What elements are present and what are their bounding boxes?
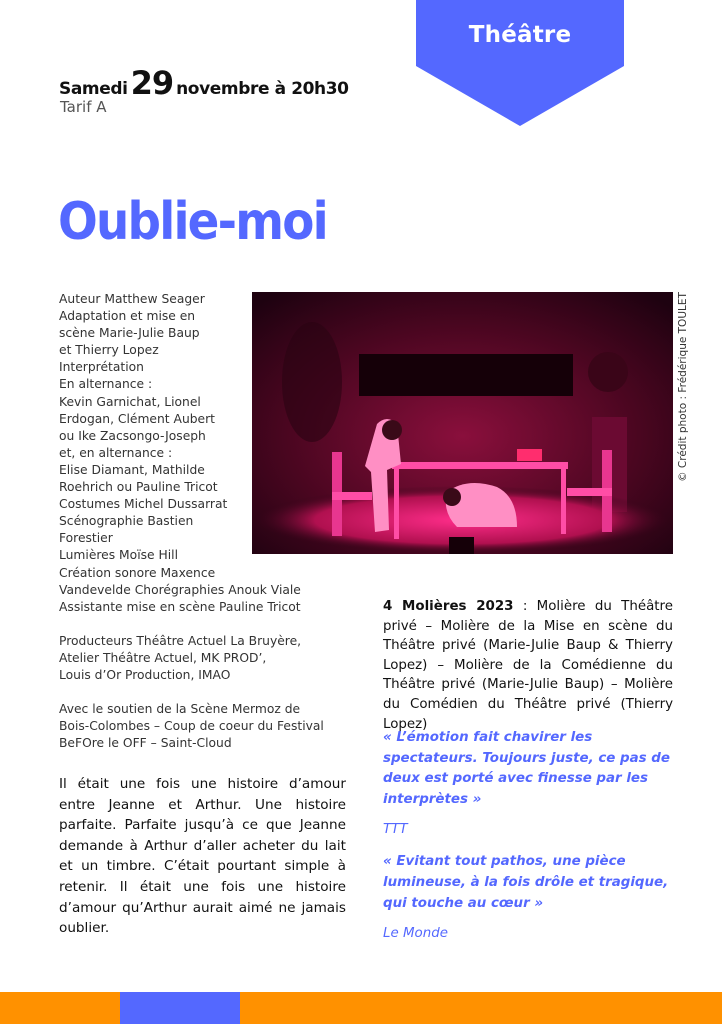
credit-line: Erdogan, Clément Aubert <box>59 411 215 426</box>
category-label: Théâtre <box>468 22 572 48</box>
credit-line: et Thierry Lopez <box>59 343 159 358</box>
credit-line: Auteur Matthew Seager <box>59 292 205 306</box>
credit-line: ou Ike Zacsongo-Joseph <box>59 428 206 443</box>
day-name: Samedi <box>59 79 128 99</box>
banner-shape <box>416 0 624 126</box>
credit-line: Lumières Moïse Hill <box>59 548 178 563</box>
credit-line: Scénographie Bastien <box>59 514 194 529</box>
producer-line: Louis d’Or Production, IMAO <box>59 667 231 682</box>
support-line: Bois-Colombes – Coup de coeur du Festival <box>59 719 324 734</box>
producers <box>59 633 349 684</box>
credit-line: Assistante mise en scène Pauline Tricot <box>59 599 301 614</box>
awards-headline: 4 Molières 2023 <box>383 599 514 614</box>
credit-line: scène Marie-Julie Baup <box>59 326 200 341</box>
price-tier: Tarif A <box>60 98 107 116</box>
support <box>59 701 349 752</box>
credit-line: Roehrich ou Pauline Tricot <box>59 480 218 495</box>
support-line: Avec le soutien de la Scène Mermoz de <box>59 702 301 717</box>
synopsis-text: Il était une fois une histoire d’amour entre Jeanne et Arthur. Une histoire parfaite. Parfaite jusqu’à ce que Jeanne demande à Arthur d’aller acheter du lait et un timbre. C’était pourtant simple à retenir. Il était une fois une histoire d’amour qu’Arthur aurait aimé ne jamais oublier. <box>59 776 346 937</box>
credit-line: Forestier <box>59 531 113 546</box>
credit-line: Adaptation et mise en <box>59 309 196 324</box>
footer-band <box>0 992 722 1024</box>
show-title: Oublie-moi <box>58 192 327 252</box>
support-line: BeFOre le OFF – Saint-Cloud <box>59 736 232 751</box>
producer-line: Atelier Théâtre Actuel, MK PROD’, <box>59 650 267 665</box>
credit-line: En alternance : <box>59 377 153 392</box>
category-banner <box>416 0 624 126</box>
photo-credit-text: © Crédit photo : Frédérique TOULET <box>677 292 689 482</box>
synopsis <box>59 774 346 939</box>
stage-photo-illustration <box>252 292 673 554</box>
awards <box>383 597 673 734</box>
credit-line: Elise Diamant, Mathilde <box>59 462 205 477</box>
day-number: 29 <box>130 64 174 102</box>
review-quote: « Evitant tout pathos, une pièce lumineuse, à la fois drôle et tragique, qui touche au cœur » <box>383 854 669 911</box>
awards-text: : Molière du Théâtre privé – Molière de la Mise en scène du Théâtre privé (Marie-Julie Baup & Thierry Lopez) – Molière de la Comédienne du Théâtre privé (Marie-Julie Baup) – Molière du Comédien du Théâtre privé (Thierry Lopez) <box>383 599 673 732</box>
credit-line: Création sonore Maxence <box>59 565 216 580</box>
footer-accent <box>120 992 240 1024</box>
press-reviews <box>383 728 683 956</box>
event-date <box>59 64 349 102</box>
review-quote: « L’émotion fait chavirer les spectateurs. Toujours juste, ce pas de deux est porté avec finesse par les interprètes » <box>383 730 670 807</box>
credit-line: et, en alternance : <box>59 445 173 460</box>
producer-line: Producteurs Théâtre Actuel La Bruyère, <box>59 633 302 648</box>
awards-paragraph <box>383 597 673 734</box>
review-source: Le Monde <box>383 926 448 942</box>
credit-line: Vandevelde Chorégraphies Anouk Viale <box>59 582 301 597</box>
credit-line: Interprétation <box>59 360 144 375</box>
month-time: novembre à 20h30 <box>176 79 349 99</box>
stage-photo <box>252 292 673 554</box>
review-source: TTT <box>383 822 408 838</box>
credit-line: Kevin Garnichat, Lionel <box>59 394 201 409</box>
photo-credit <box>675 292 691 482</box>
credit-line: Costumes Michel Dussarrat <box>59 497 228 512</box>
